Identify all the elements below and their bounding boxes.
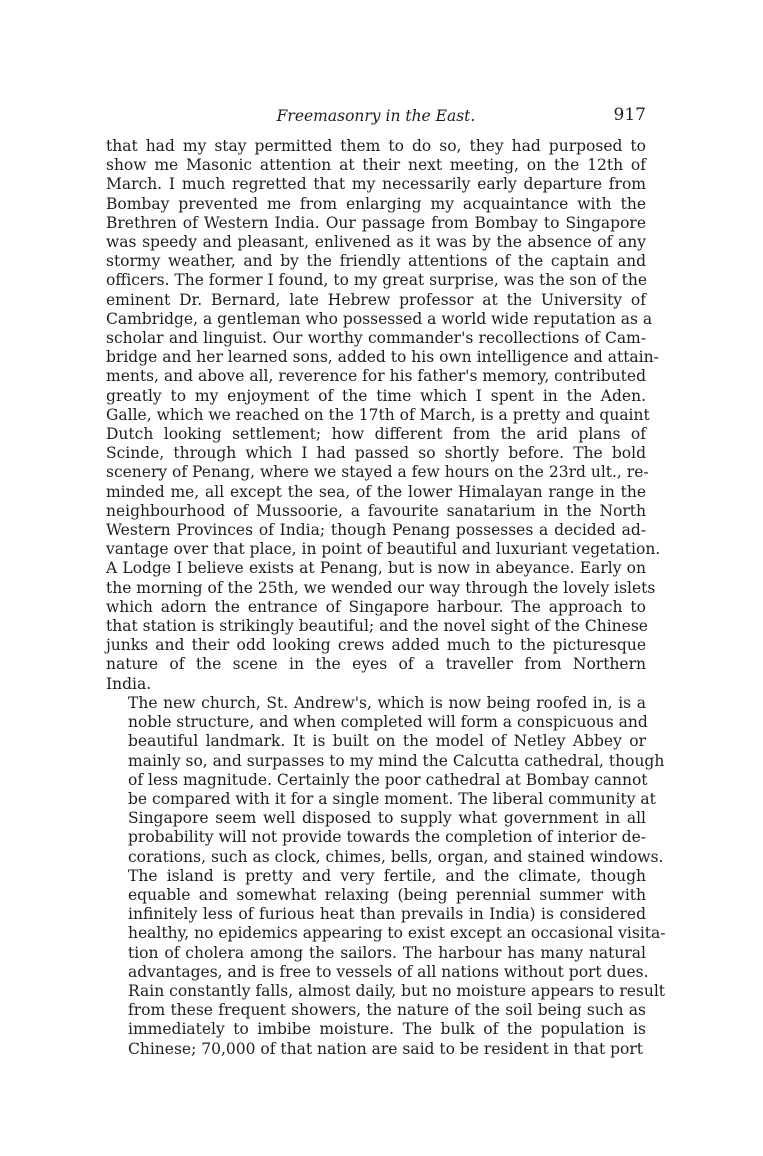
text-line: mainly so, and surpasses to my mind the Calcutta cathedral, though [128, 751, 665, 770]
text-line: Brethren of Western India. Our passage from Bombay to Singapore [106, 213, 646, 232]
text-line: that station is strikingly beautiful; and the novel sight of the Chinese [106, 617, 648, 636]
text-line: ments, and above all, reverence for his father's memory, contributed [106, 367, 647, 386]
text-line: March. I much regretted that my necessarily early departure from [106, 175, 646, 194]
text-line: Galle, which we reached on the 17th of March, is a pretty and quaint [106, 405, 650, 424]
text-line: Chinese; 70,000 of that nation are said to be resident in that port [128, 1039, 644, 1058]
text-line: corations, such as clock, chimes, bells, organ, and stained windows. [128, 847, 664, 866]
text-line: Western Provinces of India; though Penang possesses a decided ad- [106, 521, 646, 540]
body-text [106, 137, 666, 1059]
text-line: nature of the scene in the eyes of a traveller from Northern [106, 655, 646, 674]
text-line: bridge and her learned sons, added to his own intelligence and attain- [106, 348, 659, 367]
text-line: The new church, St. Andrew's, which is now being roofed in, is a [128, 693, 646, 712]
text-line: tion of cholera among the sailors. The harbour has many natural [128, 943, 646, 962]
text-line: equable and somewhat relaxing (being perennial summer with [128, 885, 646, 904]
text-line: be compared with it for a single moment. The liberal community at [128, 789, 656, 808]
text-line: Singapore seem well disposed to supply what government in all [128, 809, 646, 828]
text-line: which adorn the entrance of Singapore harbour. The approach to [106, 597, 646, 616]
text-line: eminent Dr. Bernard, late Hebrew professor at the University of [106, 290, 646, 309]
text-line: healthy, no epidemics appearing to exist except an occasional visita- [128, 924, 666, 943]
page [106, 103, 666, 1059]
text-line: advantages, and is free to vessels of all nations without port dues. [128, 962, 649, 981]
text-line: greatly to my enjoyment of the time which I spent in the Aden. [106, 386, 646, 405]
text-line: junks and their odd looking crews added much to the picturesque [106, 636, 646, 655]
running-header [106, 103, 646, 137]
text-line: Bombay prevented me from enlarging my acquaintance with the [106, 194, 646, 213]
text-line: scholar and linguist. Our worthy commander's recollections of Cam- [106, 329, 646, 348]
text-line: neighbourhood of Mussoorie, a favourite sanatarium in the North [106, 501, 646, 520]
text-line: was speedy and pleasant, enlivened as it was by the absence of any [106, 233, 646, 252]
text-line: Scinde, through which I had passed so shortly before. The bold [106, 444, 646, 463]
text-line: stormy weather, and by the friendly attentions of the captain and [106, 252, 646, 271]
text-line: officers. The former I found, to my great surprise, was the son of the [106, 271, 648, 290]
text-line: beautiful landmark. It is built on the model of Netley Abbey or [128, 732, 646, 751]
text-line: The island is pretty and very fertile, and the climate, though [128, 866, 646, 885]
text-line: from these frequent showers, the nature of the soil being such as [128, 1001, 646, 1020]
text-line: show me Masonic attention at their next meeting, on the 12th of [106, 156, 646, 175]
text-line: immediately to imbibe moisture. The bulk of the population is [128, 1020, 646, 1039]
text-line: that had my stay permitted them to do so, they had purposed to [106, 137, 646, 155]
text-line: of less magnitude. Certainly the poor cathedral at Bombay cannot [128, 770, 648, 789]
text-line: India. [106, 674, 152, 693]
text-line: Rain constantly falls, almost daily, but no moisture appears to result [128, 981, 666, 1000]
paragraph [106, 137, 661, 694]
text-line: noble structure, and when completed will form a conspicuous and [128, 713, 648, 732]
running-title: Freemasonry in the East. [276, 107, 476, 125]
text-line: infinitely less of furious heat than prevails in India) is considered [128, 905, 646, 924]
text-line: the morning of the 25th, we wended our way through the lovely islets [106, 578, 656, 597]
paragraph [106, 693, 666, 1059]
text-line: Dutch looking settlement; how different from the arid plans of [106, 425, 646, 444]
text-line: probability will not provide towards the completion of interior de- [128, 828, 646, 847]
text-line: vantage over that place, in point of beautiful and luxuriant vegetation. [106, 540, 661, 559]
text-line: A Lodge I believe exists at Penang, but is now in abeyance. Early on [106, 559, 646, 578]
text-line: scenery of Penang, where we stayed a few hours on the 23rd ult., re- [106, 463, 649, 482]
text-line: minded me, all except the sea, of the lower Himalayan range in the [106, 482, 646, 501]
page-number: 917 [613, 105, 646, 125]
text-line: Cambridge, a gentleman who possessed a world wide reputation as a [106, 309, 653, 328]
